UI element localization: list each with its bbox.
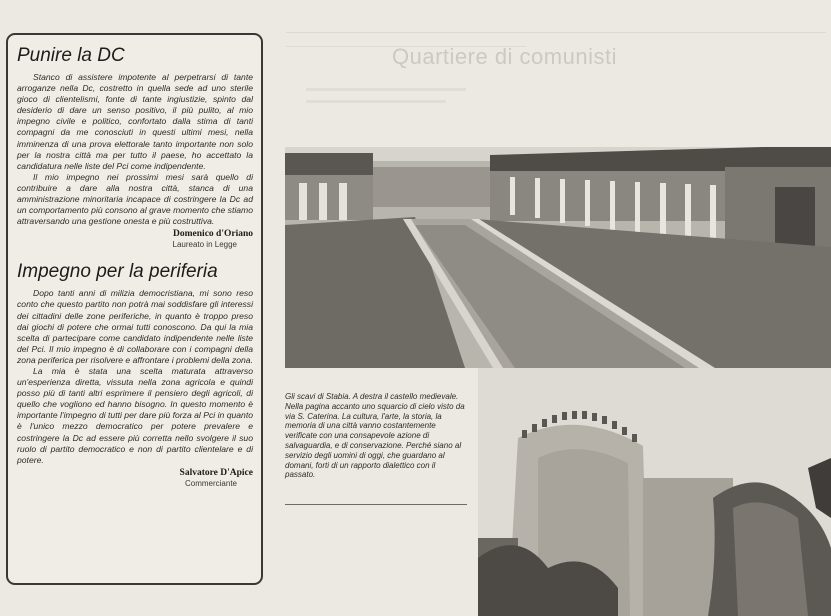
article2-body: Dopo tanti anni di milizia democristiana, mi sono reso conto che questo partito non potrà mai soddisfare gli interessi dei cittadini delle zone periferiche, in quanto è troppo preso dai giochi di potere che ormai tutti conoscono. Da qui la mia scelta di partecipare come candidato indipendente nelle liste del Pci. Il mio impegno è di collaborare con i compagni della zona periferica per risolvere e affrontare i problemi della zona. — [17, 288, 253, 365]
show-through-title: Quartiere di comunisti — [392, 44, 617, 69]
article1-title: Punire la DC — [17, 45, 125, 66]
article1-signature — [17, 229, 253, 250]
castle-photo — [478, 368, 831, 616]
excavations-photo — [285, 147, 831, 368]
excavations-illustration — [285, 147, 831, 368]
article2-title: Impegno per la periferia — [17, 261, 218, 283]
castle-illustration — [478, 368, 831, 616]
article1-body2: Il mio impegno nei prossimi mesi sarà quello di contribuire a dare alla nostra città, stanca di una amministrazione minoritaria incapace di costringere la Dc ad un comportamento più consono al grave momento che stiamo attraversando una gestione onesta e più costruttiva. — [17, 171, 253, 227]
article2-body2: La mia è stata una scelta maturata attraverso un'esperienza diretta, vissuta nella zona agricola e quindi posso più di tanti altri esprimere il pensiero degli agricoli, di quello che vogliono ed hanno bisogno. In questo momento è importante l'impegno di tutti per dare più forza al Pci in quanto è l'unico mezzo democratico per potere prevalere e costringere la Dc ad essere più corretta nello svolgere il suo ruolo di partito democratico e non di partito clientelare e di potere. — [17, 365, 253, 465]
article1-role: Laureato in Legge — [172, 240, 237, 250]
article2-signature — [17, 468, 253, 489]
photo-caption: Gli scavi di Stabia. A destra il castello medievale. Nella pagina accanto uno squarcio di cielo visto da via S. Caterina. La cultura, l'arte, la storia, la memoria di una città vanno costantemente verificate con una consapevole azione di salvaguardia, e di conservazione. Perché siano al servizio degli uomini di oggi, che guardano al domani, forti di un rapporto dialettico con il passato. — [285, 392, 465, 480]
article2-role: Commerciante — [184, 478, 237, 488]
article1-author: Domenico d'Oriano — [173, 229, 253, 240]
article2-author: Salvatore D'Apice — [179, 467, 253, 478]
article1-body: Stanco di assistere impotente al perpetrarsi di tante arroganze nella Dc, costretto in quella sede ad uno sterile gioco di clientelismi, fonte di tante ingiustizie, spinto dal desiderio di dare un senso positivo, il più pulito, al mio impegno civile e politico, confortato dalla stima di tanti compagni da me conosciuti in questi ultimi mesi, nella imminenza di una prova elettorale tanto importante non solo per la nostra città ma per tutto il paese, ho accettato la candidatura nelle liste del Pci come indipendente. — [17, 72, 253, 171]
caption-rule — [285, 504, 467, 505]
letters-column — [6, 33, 263, 585]
